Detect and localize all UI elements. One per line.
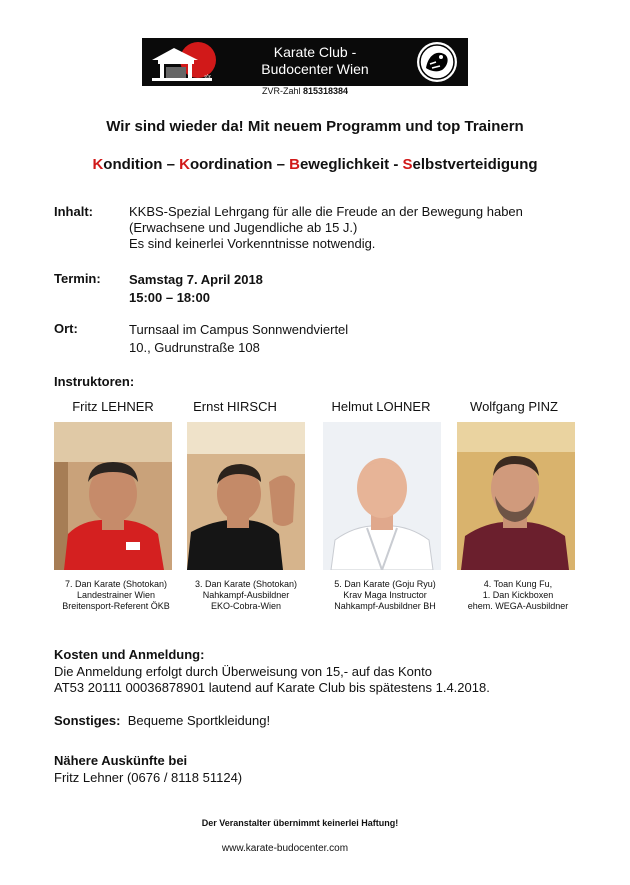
program-slogan: Kondition – Koordination – Beweglichkeit - Selbstverteidigung (92, 156, 538, 173)
instructor-photo (187, 422, 305, 570)
instructor-caption: 4. Toan Kung Fu, 1. Dan Kickboxen ehem. WEGA-Ausbildner (467, 579, 569, 611)
termin-text: Samstag 7. April 2018 15:00 – 18:00 (129, 272, 263, 305)
auskunft-heading: Nähere Auskünfte bei (54, 753, 188, 768)
ort-label: Ort: (54, 321, 78, 336)
instructors-heading: Instruktoren: (54, 374, 135, 389)
disclaimer: Der Veranstalter übernimmt keinerlei Haftung! (201, 818, 399, 828)
website-url[interactable]: www.karate-budocenter.com (221, 843, 349, 854)
tiger-emblem-icon (414, 40, 460, 84)
instructor-caption: 5. Dan Karate (Goju Ryu) Krav Maga Instructor Nahkampf-Ausbildner BH (334, 579, 436, 611)
instructor-photo (457, 422, 575, 570)
instructor-caption: 7. Dan Karate (Shotokan) Landestrainer Wien Breitensport-Referent ÖKB (62, 579, 170, 611)
dojo-logo-icon (148, 40, 218, 84)
instructor-photo (54, 422, 172, 570)
auskunft-contact: Fritz Lehner (0676 / 8118 51124) (54, 770, 243, 785)
page-title: Wir sind wieder da! Mit neuem Programm und top Trainern (106, 118, 524, 135)
inhalt-text: KKBS-Spezial Lehrgang für alle die Freude an der Bewegung haben (Erwachsene und Jugendliche ab 15 J.) Es sind keinerlei Vorkenntnisse notwendig. (129, 204, 523, 251)
registration-number: ZVR-Zahl 815318384 (261, 86, 349, 96)
instructor-photo (323, 422, 441, 570)
club-banner (142, 38, 468, 86)
club-name: Karate Club - Budocenter Wien (261, 44, 369, 77)
instructor-name: Wolfgang PINZ (470, 399, 558, 414)
instructor-name: Fritz LEHNER (72, 399, 154, 414)
instructor-name: Helmut LOHNER (331, 399, 431, 414)
instructor-name: Ernst HIRSCH (193, 399, 277, 414)
svg-text:空: 空 (204, 74, 211, 82)
inhalt-label: Inhalt: (54, 204, 93, 219)
kosten-heading: Kosten und Anmeldung: (54, 647, 205, 662)
sonstiges-text: Bequeme Sportkleidung! (127, 713, 271, 728)
sonstiges-label: Sonstiges: (54, 713, 121, 728)
sonstiges (54, 713, 270, 728)
kosten-text: Die Anmeldung erfolgt durch Überweisung von 15,- auf das Konto AT53 20111 00036878901 lautend auf Karate Club bis spätestens 1.4.2018. (54, 664, 490, 695)
termin-label: Termin: (54, 271, 101, 286)
ort-text: Turnsaal im Campus Sonnwendviertel 10., Gudrunstraße 108 (129, 322, 349, 355)
instructor-caption: 3. Dan Karate (Shotokan) Nahkampf-Ausbildner EKO-Cobra-Wien (194, 579, 298, 611)
